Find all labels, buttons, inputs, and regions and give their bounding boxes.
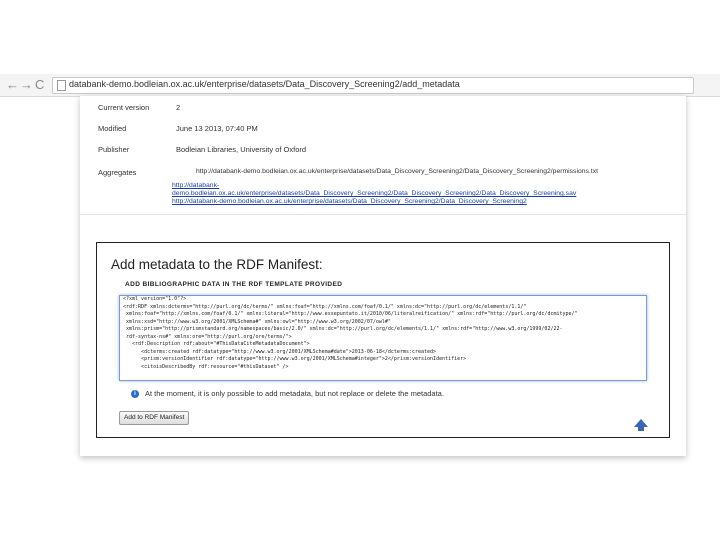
xml-line: <prism:versionIdentifier rdf:datatype="http://www.w3.org/2001/XMLSchema#integer">2</prism:versionIdentifier> (123, 356, 467, 362)
rdf-xml-textarea[interactable] (119, 295, 647, 381)
aggregate-link-2[interactable]: demo.bodleian.ox.ac.uk/enterprise/datasets/Data_Discovery_Screening2/Data_Discovery_Screening2/Data_Discovery_Screening.sav (172, 190, 577, 197)
back-icon[interactable]: ← (6, 77, 19, 92)
browser-toolbar (0, 74, 720, 97)
scroll-to-top-icon-stem[interactable] (638, 427, 644, 431)
current-version-value: 2 (176, 103, 181, 112)
add-metadata-panel (96, 242, 670, 438)
modified-value: June 13 2013, 07:40 PM (176, 124, 258, 133)
publisher-value: Bodleian Libraries, University of Oxford (176, 145, 307, 154)
scroll-to-top-icon[interactable] (634, 419, 648, 427)
current-version-row (98, 103, 181, 112)
address-bar[interactable] (52, 77, 694, 94)
xml-line: <?xml version="1.0"?> (123, 296, 187, 302)
publisher-row (98, 145, 307, 154)
info-icon: i (131, 390, 139, 398)
modified-label: Modified (98, 124, 127, 133)
publisher-label: Publisher (98, 145, 130, 154)
xml-line: xmlns:prism="http://prismstandard.org/namespaces/basic/2.0/" xmlns:dc="http://purl.org/dc/elements/1.1/" xmlns:rdf="http://www.w3.org/1999/02/22- (123, 326, 563, 332)
xml-line: <dcterms:created rdf:datatype="http://www.w3.org/2001/XMLSchema#date">2013-06-18</dcterms:created> (123, 348, 437, 355)
xml-line: xmlns:xsd="http://www.w3.org/2001/XMLSchema#" xmlns:owl="http://www.w3.org/2002/07/owl#" (123, 318, 391, 325)
info-text: At the moment, it is only possible to add metadata, but not replace or delete the metadata. (145, 389, 444, 398)
reload-icon[interactable]: C (35, 77, 45, 92)
dataset-page (80, 96, 686, 456)
aggregate-link-3[interactable]: http://databank-demo.bodleian.ox.ac.uk/enterprise/datasets/Data_Discovery_Screening2/Data_Discovery_Screening2 (172, 198, 527, 205)
aggregate-link-1[interactable]: http://databank- (172, 182, 220, 189)
page-icon (57, 80, 66, 91)
panel-subtitle: ADD BIBLIOGRAPHIC DATA IN THE RDF TEMPLATE PROVIDED (125, 281, 343, 288)
aggregates-links (172, 182, 576, 206)
add-to-rdf-manifest-button[interactable]: Add to RDF Manifest (119, 411, 189, 425)
panel-title: Add metadata to the RDF Manifest: (111, 257, 323, 272)
aggregates-link-permissions[interactable]: http://databank-demo.bodleian.ox.ac.uk/enterprise/datasets/Data_Discovery_Screening2/Data_Discovery_Screening2/permissions.txt (196, 168, 598, 175)
forward-icon[interactable]: → (20, 77, 33, 92)
aggregates-row (98, 168, 598, 177)
divider (80, 214, 686, 215)
aggregates-label: Aggregates (98, 168, 137, 177)
modified-row (98, 124, 258, 133)
current-version-label: Current version (98, 103, 150, 112)
url-text[interactable]: databank-demo.bodleian.ox.ac.uk/enterprise/datasets/Data_Discovery_Screening2/add_metadata (69, 79, 460, 89)
info-message (131, 389, 444, 398)
xml-line: <rdf:Description rdf:about="#ThisDataCiteMetadataDocument"> (123, 341, 310, 347)
xml-line: rdf-syntax-ns#" xmlns:ore="http://purl.org/ore/terms/"> (123, 333, 292, 340)
xml-line: <rdf:RDF xmlns:dcterms="http://purl.org/dc/terms/" xmlns:foaf="http://xmlns.com/foaf/0.1/" xmlns:dc="http://purl.org/dc/elements/1.1/" (123, 303, 527, 310)
xml-line: <citoisDescribedBy rdf:resource="#thisDataset" /> (123, 363, 289, 370)
xml-line: xmlns:foaf="http://xmlns.com/foaf/0.1/" xmlns:literal="http://www.essepuntato.it/2010/06/literalreification/" xmlns:rdf="http://purl.org/dc/dcmitype/" (123, 311, 578, 317)
